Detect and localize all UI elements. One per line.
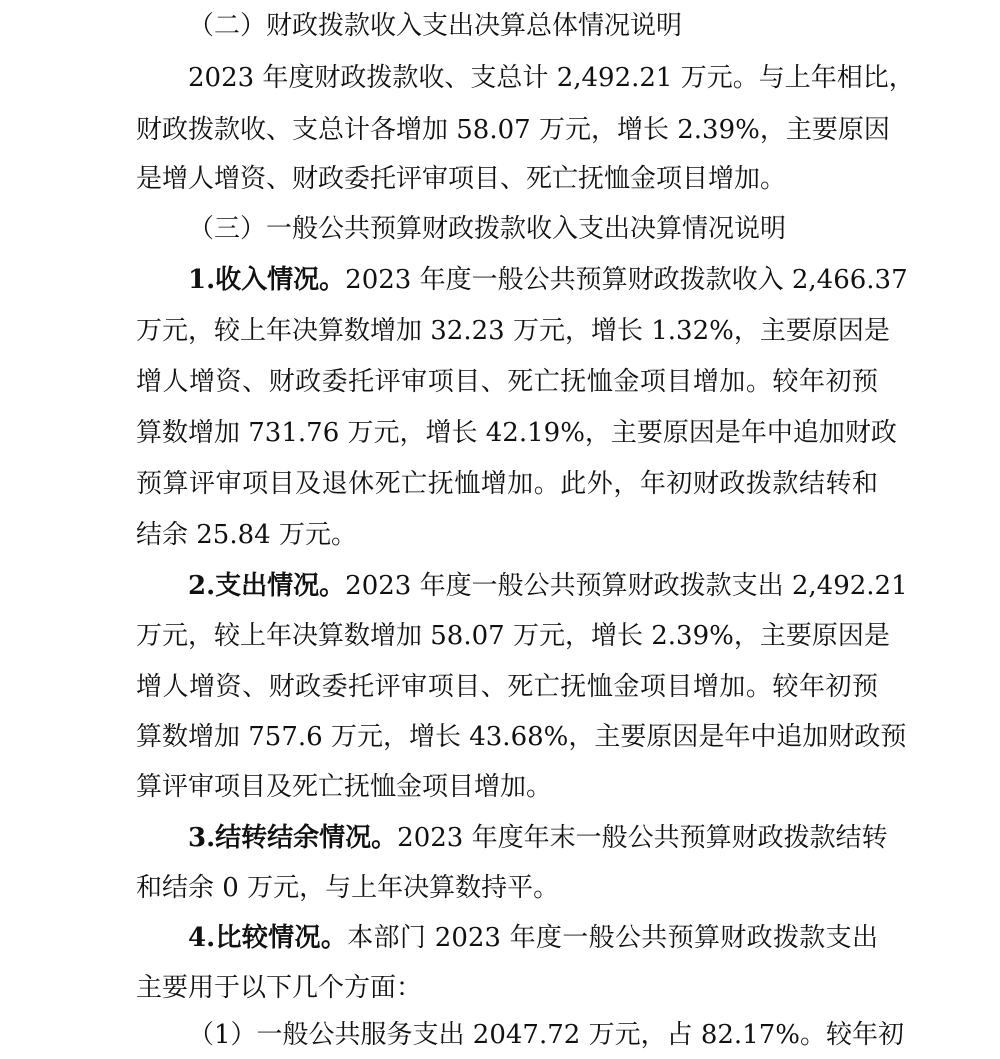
paragraph-line: 增人增资、财政委托评审项目、死亡抚恤金项目增加。较年初预 bbox=[136, 367, 878, 397]
paragraph-line: 算评审项目及死亡抚恤金项目增加。 bbox=[136, 772, 553, 802]
paragraph-line: 2023 年度财政拨款收、支总计 2,492.21 万元。与上年相比， bbox=[188, 63, 915, 93]
carryover-label: 3.结转结余情况。 bbox=[188, 823, 398, 853]
paragraph-line: （1）一般公共服务支出 2047.72 万元，占 82.17%。较年初 bbox=[188, 1020, 904, 1050]
income-paragraph-first-line bbox=[188, 263, 908, 297]
paragraph-line: 万元，较上年决算数增加 58.07 万元，增长 2.39%，主要原因是 bbox=[136, 621, 890, 651]
section-heading-3: （三）一般公共预算财政拨款收入支出决算情况说明 bbox=[188, 214, 787, 244]
paragraph-line: 算数增加 731.76 万元，增长 42.19%，主要原因是年中追加财政 bbox=[136, 418, 897, 448]
paragraph-line: 是增人增资、财政委托评审项目、死亡抚恤金项目增加。 bbox=[136, 164, 787, 194]
paragraph-line: 主要用于以下几个方面： bbox=[136, 973, 423, 1003]
paragraph-line: 预算评审项目及退休死亡抚恤增加。此外，年初财政拨款结转和 bbox=[136, 469, 878, 499]
section-heading-2: （二）财政拨款收入支出决算总体情况说明 bbox=[188, 11, 683, 41]
paragraph-text: 2023 年度一般公共预算财政拨款支出 2,492.21 bbox=[345, 571, 908, 601]
comparison-label: 4.比较情况。 bbox=[188, 923, 348, 953]
expense-paragraph-first-line bbox=[188, 569, 908, 603]
paragraph-text: 2023 年度年末一般公共预算财政拨款结转 bbox=[397, 823, 888, 853]
income-label: 1.收入情况。 bbox=[188, 265, 346, 295]
paragraph-line: 增人增资、财政委托评审项目、死亡抚恤金项目增加。较年初预 bbox=[136, 672, 878, 702]
paragraph-line: 结余 25.84 万元。 bbox=[136, 520, 357, 550]
expense-label: 2.支出情况。 bbox=[188, 571, 346, 601]
carryover-paragraph-first-line bbox=[188, 821, 888, 855]
paragraph-line: 和结余 0 万元，与上年决算数持平。 bbox=[136, 873, 560, 903]
paragraph-line: 算数增加 757.6 万元，增长 43.68%，主要原因是年中追加财政预 bbox=[136, 722, 907, 752]
paragraph-text: 本部门 2023 年度一般公共预算财政拨款支出 bbox=[347, 923, 878, 953]
comparison-paragraph-first-line bbox=[188, 921, 878, 955]
paragraph-line: 财政拨款收、支总计各增加 58.07 万元，增长 2.39%，主要原因 bbox=[136, 115, 890, 145]
paragraph-line: 万元，较上年决算数增加 32.23 万元，增长 1.32%，主要原因是 bbox=[136, 316, 890, 346]
paragraph-text: 2023 年度一般公共预算财政拨款收入 2,466.37 bbox=[345, 265, 908, 295]
